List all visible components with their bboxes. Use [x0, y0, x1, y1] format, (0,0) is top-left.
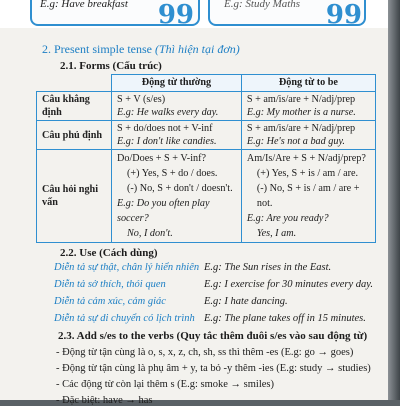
forms-table [36, 74, 376, 243]
table-cell [241, 150, 375, 243]
col-header-normal: Động từ thường [112, 75, 242, 92]
section-title-vi: (Thì hiện tại đơn) [154, 42, 240, 56]
rule-item: - Động từ tận cùng là o, s, x, z, ch, sh, ss thì thêm -es (E.g: go → goes) [56, 347, 354, 358]
example: E.g: Do you often play soccer? [117, 198, 210, 224]
use-desc: Diễn tả sở thích, thói quen [54, 279, 166, 290]
use-item [54, 262, 331, 273]
example: E.g: My mother is a nurse. [246, 107, 356, 118]
table-row [37, 150, 376, 243]
use-example: E.g: I exercise for 30 minutes every day. [204, 279, 374, 290]
rule-item: - Đặc biệt: have → has [56, 395, 153, 406]
example: E.g: Are you ready? [246, 213, 329, 224]
example-box-2 [208, 0, 366, 30]
no-answer: (-) No, S + is / am / are + not. [256, 183, 360, 209]
rule-item: - Động từ tận cùng là phụ âm + y, ta bỏ -y thêm -ies (E.g: study → studies) [56, 363, 371, 374]
example-answer: No, I don't. [127, 228, 173, 239]
table-cell [241, 121, 375, 150]
row-label: Câu hỏi nghi vấn [37, 150, 112, 243]
yes-answer: (+) Yes, S + is / am / are. [256, 168, 359, 179]
example-answer: Yes, I am. [256, 228, 297, 239]
use-item [54, 313, 366, 324]
formula: S + V (s/es) [117, 94, 166, 105]
use-example: E.g: The Sun rises in the East. [204, 262, 332, 273]
forms-heading: 2.1. Forms (Cấu trúc) [60, 60, 162, 72]
example: E.g: He's not a bad guy. [246, 136, 345, 147]
table-cell [241, 92, 375, 121]
formula: S + am/is/are + N/adj/prep [246, 94, 356, 105]
formula: S + am/is/are + N/adj/prep [246, 123, 356, 134]
example: E.g: He walks every day. [117, 107, 219, 118]
use-item [54, 279, 373, 290]
row-label: Câu phủ định [37, 121, 112, 150]
use-desc: Diễn tả sự thật, chân lý hiển nhiên [54, 262, 200, 273]
quote-mark-icon: 99 [157, 0, 194, 30]
formula: Do/Does + S + V-inf? [117, 153, 207, 164]
table-row [37, 92, 376, 121]
use-heading: 2.2. Use (Cách dùng) [60, 247, 158, 259]
example-box-text: E.g: Study Maths [224, 0, 301, 10]
quote-mark-icon: 99 [325, 0, 362, 30]
use-example: E.g: The plane takes off in 15 minutes. [204, 313, 366, 324]
col-header-tobe: Động từ to be [241, 75, 375, 92]
section-title-en: 2. Present simple tense [42, 42, 152, 56]
page-edge [388, 0, 400, 400]
rule-item: - Các động từ còn lại thêm s (E.g: smoke → smiles) [56, 379, 274, 390]
use-item [54, 296, 288, 307]
yes-answer: (+) Yes, S + do / does. [127, 168, 218, 179]
example: E.g: I don't like candies. [117, 136, 217, 147]
example-box-1 [30, 0, 200, 30]
no-answer: (-) No, S + don't / doesn't. [127, 183, 233, 194]
formula: S + do/does not + V-inf [117, 123, 213, 134]
table-cell [112, 121, 242, 150]
table-corner [37, 75, 112, 92]
example-box-text: E.g: Have breakfast [40, 0, 128, 10]
table-row [37, 121, 376, 150]
row-label: Câu khẳng định [37, 92, 112, 121]
add-s-heading: 2.3. Add s/es to the verbs (Quy tắc thêm đuôi s/es vào sau động từ) [58, 330, 368, 342]
table-cell [112, 150, 242, 243]
use-desc: Diễn tả sự di chuyển có lịch trình [54, 313, 195, 324]
section-title [42, 42, 240, 57]
use-example: E.g: I hate dancing. [204, 296, 288, 307]
use-desc: Diễn tả cảm xúc, cảm giác [54, 296, 166, 307]
table-cell [112, 92, 242, 121]
table-header-row [37, 75, 376, 92]
formula: Am/Is/Are + S + N/adj/prep? [246, 153, 366, 164]
